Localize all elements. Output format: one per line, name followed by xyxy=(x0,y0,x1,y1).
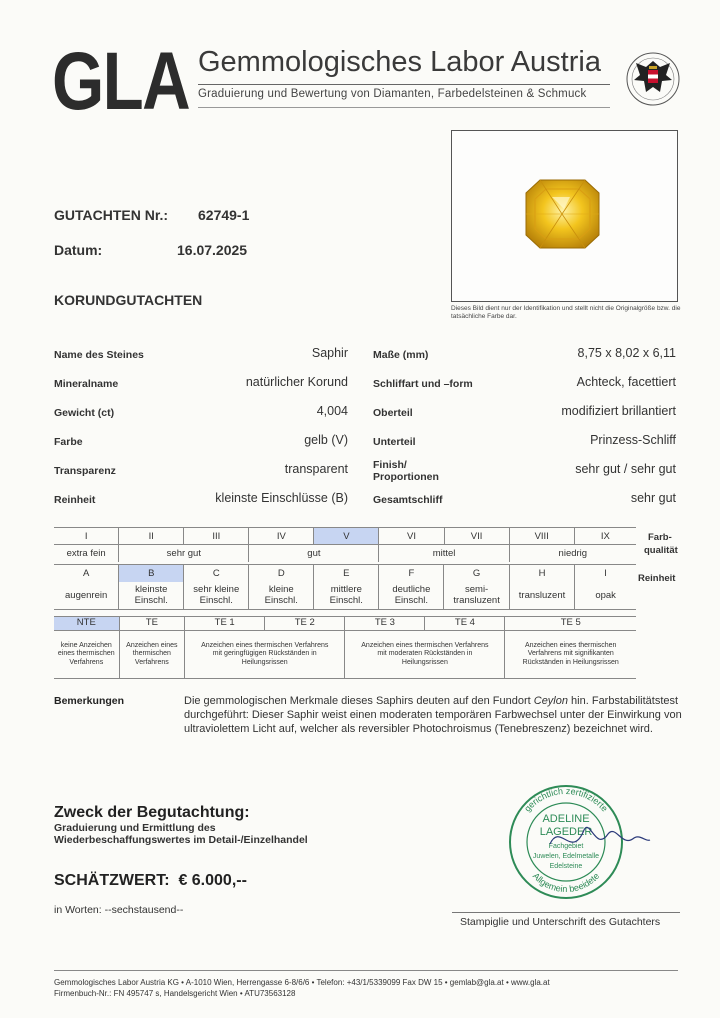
color-quality-label-2: qualität xyxy=(644,545,678,556)
color-desc: gut xyxy=(249,545,379,562)
clarity-label: Reinheit xyxy=(638,573,676,584)
prop-label: Gesamtschliff xyxy=(373,494,443,506)
stamp-name-2: LAGEDER xyxy=(539,826,593,838)
prop-value: kleinste Einschlüsse (B) xyxy=(215,491,348,505)
clarity-desc: kleine Einschl. xyxy=(249,582,314,610)
treatment-grade: TE 1 xyxy=(185,617,265,631)
clarity-desc: deutliche Einschl. xyxy=(379,582,444,610)
clarity-grade: F xyxy=(379,565,444,582)
prop-label: Unterteil xyxy=(373,436,416,448)
treatment-desc: Anzeichen eines thermischen Verfahrens mit moderaten Rückständen in Heilungsrissen xyxy=(345,631,505,679)
treatment-desc: Anzeichen eines thermischen Verfahrens mit signifikanten Rückständen in Heilungsrissen xyxy=(505,631,636,679)
color-grade: VII xyxy=(444,528,509,545)
header-divider xyxy=(198,84,610,85)
clarity-desc: semi- transluzent xyxy=(444,582,509,610)
valuation-in-words: in Worten: --sechstausend-- xyxy=(54,904,184,916)
color-grade-selected: V xyxy=(314,528,379,545)
gla-logo: GLA xyxy=(52,36,190,127)
stamp-inner-3: Edelsteine xyxy=(549,863,583,870)
color-grade: IV xyxy=(249,528,314,545)
treatment-desc: Anzeichen eines thermischen Verfahrens mit geringfügigen Rückständen in Heilungsrissen xyxy=(185,631,345,679)
origin: Ceylon xyxy=(533,695,568,707)
report-date: 16.07.2025 xyxy=(177,242,248,258)
clarity-scale xyxy=(54,564,636,610)
prop-value: natürlicher Korund xyxy=(245,375,348,389)
color-desc: extra fein xyxy=(66,547,106,559)
prop-value: sehr gut xyxy=(630,491,676,505)
color-grade: III xyxy=(184,528,249,545)
prop-value: 4,004 xyxy=(316,404,348,418)
prop-label: Maße (mm) xyxy=(373,349,429,361)
clarity-desc: augenrein xyxy=(65,589,108,601)
prop-label: Schliffart und –form xyxy=(373,378,473,390)
lab-subtitle: Graduierung und Bewertung von Diamanten, Farbedelsteinen & Schmuck xyxy=(198,88,587,100)
valuation-amount: € 6.000,-- xyxy=(178,872,247,889)
treatment-desc: Anzeichen eines thermischen Verfahrens xyxy=(119,631,185,679)
clarity-grade-selected: B xyxy=(119,565,184,582)
clarity-desc: sehr kleine Einschl. xyxy=(184,582,249,610)
purpose-title: Zweck der Begutachtung: xyxy=(54,804,250,821)
color-quality-label: Farb- xyxy=(648,532,672,543)
gem-image xyxy=(452,131,677,301)
color-desc: sehr gut xyxy=(119,545,249,562)
clarity-grade: C xyxy=(184,565,249,582)
color-grade: VIII xyxy=(509,528,574,545)
remarks-label: Bemerkungen xyxy=(54,695,125,707)
color-grade: IX xyxy=(574,528,636,545)
purpose-text: Graduierung und Ermittlung des Wiederbeschaffungswertes im Detail-/Einzelhandel xyxy=(54,822,308,846)
prop-value: modifiziert brillantiert xyxy=(561,404,676,418)
report-type: KORUNDGUTACHTEN xyxy=(54,292,203,308)
prop-label: Mineralname xyxy=(54,378,119,390)
clarity-grade: E xyxy=(314,565,379,582)
date-label: Datum: xyxy=(54,242,103,258)
clarity-desc: opak xyxy=(575,582,636,610)
clarity-desc: mittlere Einschl. xyxy=(314,582,379,610)
stamp-inner-1: Fachgebiet xyxy=(548,843,584,850)
prop-value: sehr gut / sehr gut xyxy=(575,462,676,476)
treatment-grade: TE 2 xyxy=(265,617,345,631)
treatment-grade: TE 5 xyxy=(505,617,636,631)
stamp-inner-2: Juwelen, Edelmetalle xyxy=(532,853,600,860)
clarity-grade: D xyxy=(249,565,314,582)
svg-text:gerichtlich zertifizierte xyxy=(522,786,610,814)
prop-value: Prinzess-Schliff xyxy=(590,433,676,447)
prop-label-2: Proportionen xyxy=(373,471,439,483)
signature-line xyxy=(452,912,680,913)
remarks-text: Die gemmologischen Merkmale dieses Saphirs deuten auf den Fundort Ceylon hin. Farbstabilitätstest durchgeführt: Dieser Saphir weist einen moderaten temporären Farbwechsel unter der Einwirkung von ultraviolettem Licht auf, welcher als reversibler Photochroismus (Tenebreszenz) bezeichnet wird. xyxy=(184,695,682,735)
treatment-grade: TE 4 xyxy=(425,617,505,631)
expert-stamp xyxy=(500,782,660,902)
clarity-grade: A xyxy=(82,567,90,579)
prop-label: Reinheit xyxy=(54,494,96,506)
footer: Gemmologisches Labor Austria KG • A-1010 Wien, Herrengasse 6-8/6/6 • Telefon: +43/1/5339099 Fax DW 15 • gemlab@gla.at • www.gla.at Firmenbuch-Nr.: FN 495747 s, Handelsgericht Wien • ATU73563128 xyxy=(54,978,550,998)
color-desc: niedrig xyxy=(509,545,636,562)
report-number: 62749-1 xyxy=(198,207,250,223)
prop-label: Finish/ xyxy=(373,459,407,471)
svg-text:Allgemein beeidete xyxy=(531,871,601,894)
stamp-name-1: ADELINE xyxy=(542,813,590,825)
treatment-grade-selected: NTE xyxy=(54,617,119,631)
treatment-desc: keine Anzeichen eines thermischen Verfahrens xyxy=(57,641,115,666)
prop-value: Achteck, facettiert xyxy=(576,375,676,389)
treatment-grade: TE 3 xyxy=(345,617,425,631)
color-grade: VI xyxy=(379,528,444,545)
prop-label: Name des Steines xyxy=(54,349,144,361)
clarity-grade: H xyxy=(509,565,574,582)
clarity-desc: transluzent xyxy=(509,582,574,610)
stamp-ring-top: gerichtlich zertifizierte xyxy=(522,785,610,814)
valuation: SCHÄTZWERT: € 6.000,-- xyxy=(54,872,247,889)
photo-caption: Dieses Bild dient nur der Identifikation und stellt nicht die Originalgröße bzw. die tatsächliche Farbe dar. xyxy=(451,305,681,320)
prop-label: Gewicht (ct) xyxy=(54,407,115,419)
lab-name: Gemmologisches Labor Austria xyxy=(198,46,601,78)
footer-divider xyxy=(54,970,678,971)
clarity-grade: G xyxy=(444,565,509,582)
prop-label: Transparenz xyxy=(54,465,116,477)
treatment-grade: TE xyxy=(119,617,185,631)
clarity-grade: I xyxy=(575,565,636,582)
header-divider-2 xyxy=(198,107,610,108)
austrian-eagle-crest-icon xyxy=(626,50,680,108)
prop-value: 8,75 x 8,02 x 6,11 xyxy=(577,346,676,360)
prop-value: Saphir xyxy=(311,346,348,360)
color-grade: I xyxy=(84,530,88,542)
prop-label: Farbe xyxy=(54,436,83,448)
stamp-caption: Stampiglie und Unterschrift des Gutachters xyxy=(460,916,661,928)
treatment-scale xyxy=(54,616,636,679)
prop-value: gelb (V) xyxy=(304,433,348,447)
color-grade: II xyxy=(119,528,184,545)
report-number-label: GUTACHTEN Nr.: xyxy=(54,207,169,223)
color-desc: mittel xyxy=(379,545,509,562)
prop-label: Oberteil xyxy=(373,407,413,419)
prop-value: transparent xyxy=(284,462,348,476)
stamp-ring-bottom: Allgemein beeidete xyxy=(530,870,602,895)
gem-photo xyxy=(451,130,678,302)
color-scale xyxy=(54,527,636,562)
clarity-desc: kleinste Einschl. xyxy=(119,582,184,610)
